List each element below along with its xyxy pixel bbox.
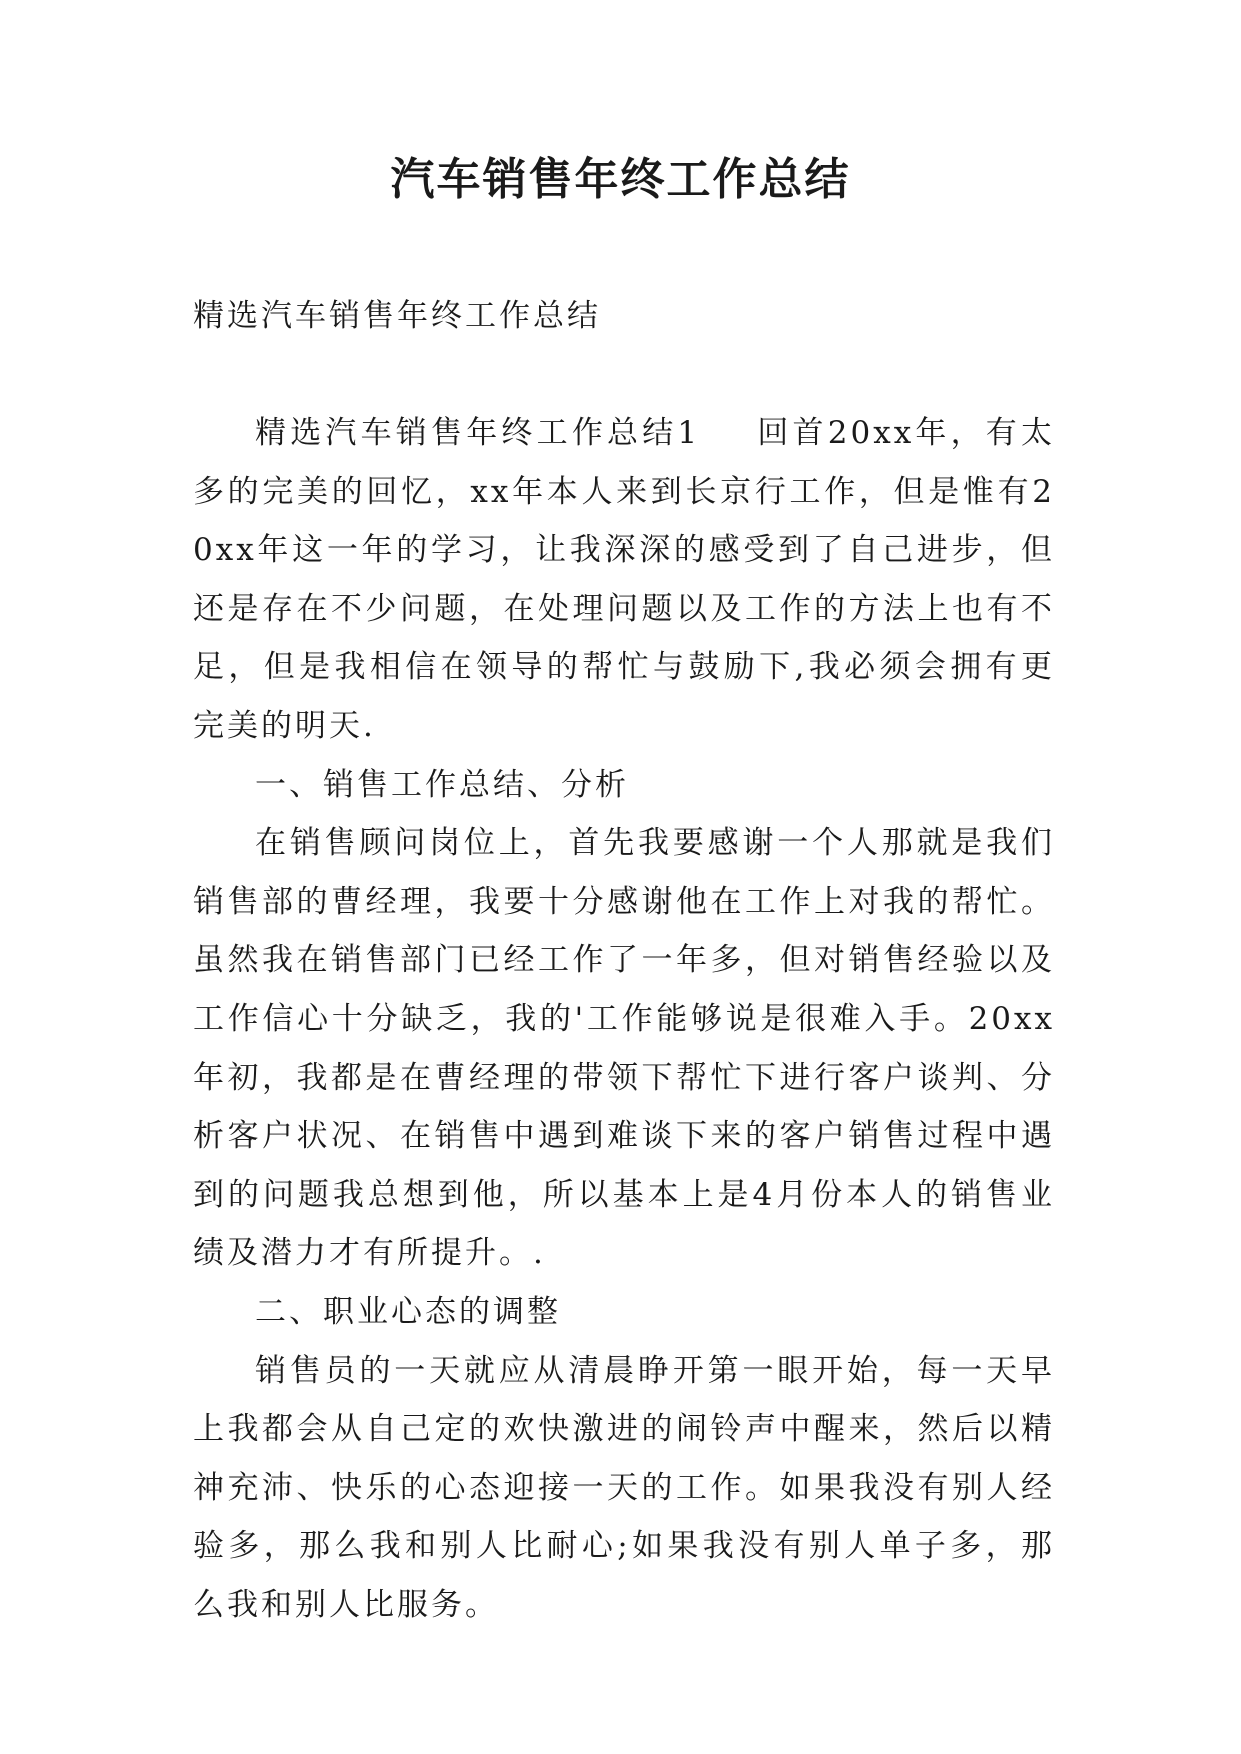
document-subtitle: 精选汽车销售年终工作总结	[193, 298, 601, 334]
section-2-paragraph: 销售员的一天就应从清晨睁开第一眼开始，每一天早上我都会从自己定的欢快激进的闹铃声中醒来，然后以精神充沛、快乐的心态迎接一天的工作。如果我没有别人经验多，那么我和别人比耐心;如果我没有别人单子多，那么我和别人比服务。	[193, 1352, 1055, 1623]
document-body	[193, 404, 1055, 1634]
intro-text: 回首20xx年，有太多的完美的回忆，xx年本人来到长京行工作，但是惟有20xx年这一年的学习，让我深深的感受到了自己进步，但还是存在不少问题，在处理问题以及工作的方法上也有不足，但是我相信在领导的帮忙与鼓励下,我必须会拥有更完美的明天.	[193, 415, 1055, 744]
intro-paragraph	[193, 404, 1055, 756]
section-2-heading: 二、职业心态的调整	[255, 1293, 561, 1330]
section-1-heading: 一、销售工作总结、分析	[255, 766, 629, 803]
document-title: 汽车销售年终工作总结	[390, 154, 851, 205]
intro-lead: 精选汽车销售年终工作总结1	[255, 415, 701, 451]
section-1-paragraph: 在销售顾问岗位上，首先我要感谢一个人那就是我们销售部的曹经理，我要十分感谢他在工作上对我的帮忙。虽然我在销售部门已经工作了一年多，但对销售经验以及工作信心十分缺乏，我的'工作能够说是很难入手。20xx年初，我都是在曹经理的带领下帮忙下进行客户谈判、分析客户状况、在销售中遇到难谈下来的客户销售过程中遇到的问题我总想到他，所以基本上是4月份本人的销售业绩及潜力才有所提升。.	[193, 825, 1055, 1272]
